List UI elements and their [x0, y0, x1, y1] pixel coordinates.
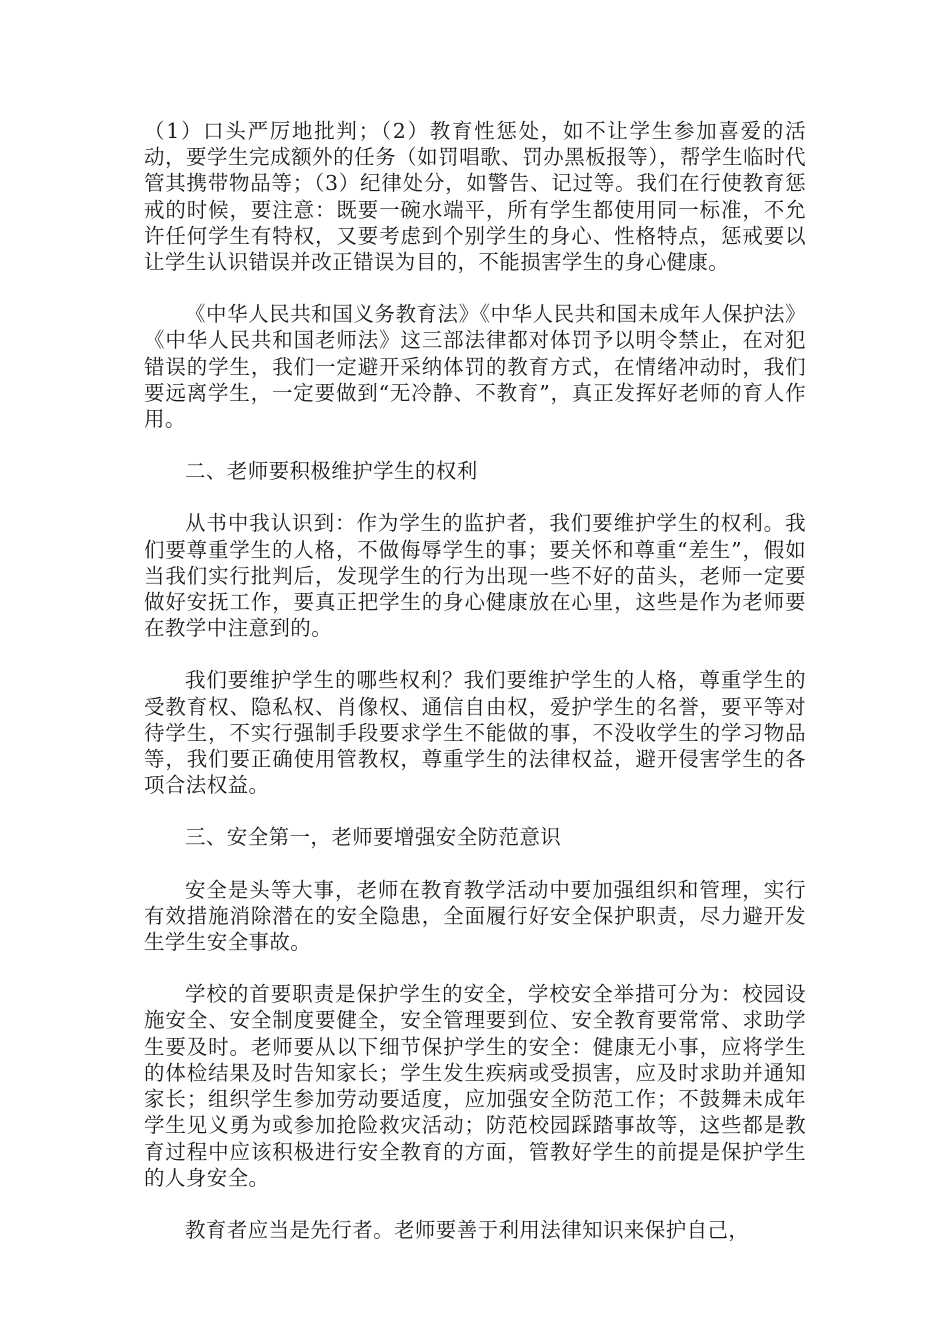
paragraph-which-rights: 我们要维护学生的哪些权利？我们要维护学生的人格，尊重学生的受教育权、隐私权、肖像权、通信自由权，爱护学生的名誉，要平等对待学生，不实行强制手段要求学生不能做的事，不没收学生的学习物品等，我们要正确使用管教权，尊重学生的法律权益，避开侵害学生的各项合法权益。 [144, 668, 806, 798]
paragraph-educator-pioneer: 教育者应当是先行者。老师要善于利用法律知识来保护自己， [185, 1217, 750, 1242]
paragraph-guardian-role: 从书中我认识到：作为学生的监护者，我们要维护学生的权利。我们要尊重学生的人格，不做侮辱学生的事；要关怀和尊重“差生”，假如当我们实行批判后，发现学生的行为出现一些不好的苗头，老师一定要做好安抚工作，要真正把学生的身心健康放在心里，这些是作为老师要在教学中注意到的。 [144, 511, 806, 641]
document-page [144, 118, 806, 1269]
section-heading-student-rights: 二、老师要积极维护学生的权利 [185, 459, 478, 484]
paragraph-school-safety: 学校的首要职责是保护学生的安全，学校安全举措可分为：校园设施安全、安全制度要健全，安全管理要到位、安全教育要常常、求助学生要及时。老师要从以下细节保护学生的安全：健康无小事，应将学生的体检结果及时告知家长；学生发生疾病或受损害，应及时求助并通知家长；组织学生参加劳动要适度，应加强安全防范工作；不鼓舞未成年学生见义勇为或参加抢险救灾活动；防范校园踩踏事故等，这些都是教育过程中应该积极进行安全教育的方面，管教好学生的前提是保护学生的人身安全。 [144, 982, 806, 1190]
paragraph-safety-priority: 安全是头等大事，老师在教育教学活动中要加强组织和管理，实行有效措施消除潜在的安全隐患，全面履行好安全保护职责，尽力避开发生学生安全事故。 [144, 877, 806, 955]
paragraph-laws: 《中华人民共和国义务教育法》《中华人民共和国未成年人保护法》《中华人民共和国老师法》这三部法律都对体罚予以明令禁止，在对犯错误的学生，我们一定避开采纳体罚的教育方式，在情绪冲动时，我们要远离学生，一定要做到“无冷静、不教育”，真正发挥好老师的育人作用。 [144, 302, 806, 432]
paragraph-punishment-types: （1）口头严厉地批判；（2）教育性惩处，如不让学生参加喜爱的活动，要学生完成额外的任务（如罚唱歌、罚办黑板报等），帮学生临时代管其携带物品等；（3）纪律处分，如警告、记过等。我们在行使教育惩戒的时候，要注意：既要一碗水端平，所有学生都使用同一标准，不允许任何学生有特权，又要考虑到个别学生的身心、性格特点，惩戒要以让学生认识错误并改正错误为目的，不能损害学生的身心健康。 [144, 119, 806, 275]
section-heading-safety: 三、安全第一，老师要增强安全防范意识 [185, 825, 562, 850]
